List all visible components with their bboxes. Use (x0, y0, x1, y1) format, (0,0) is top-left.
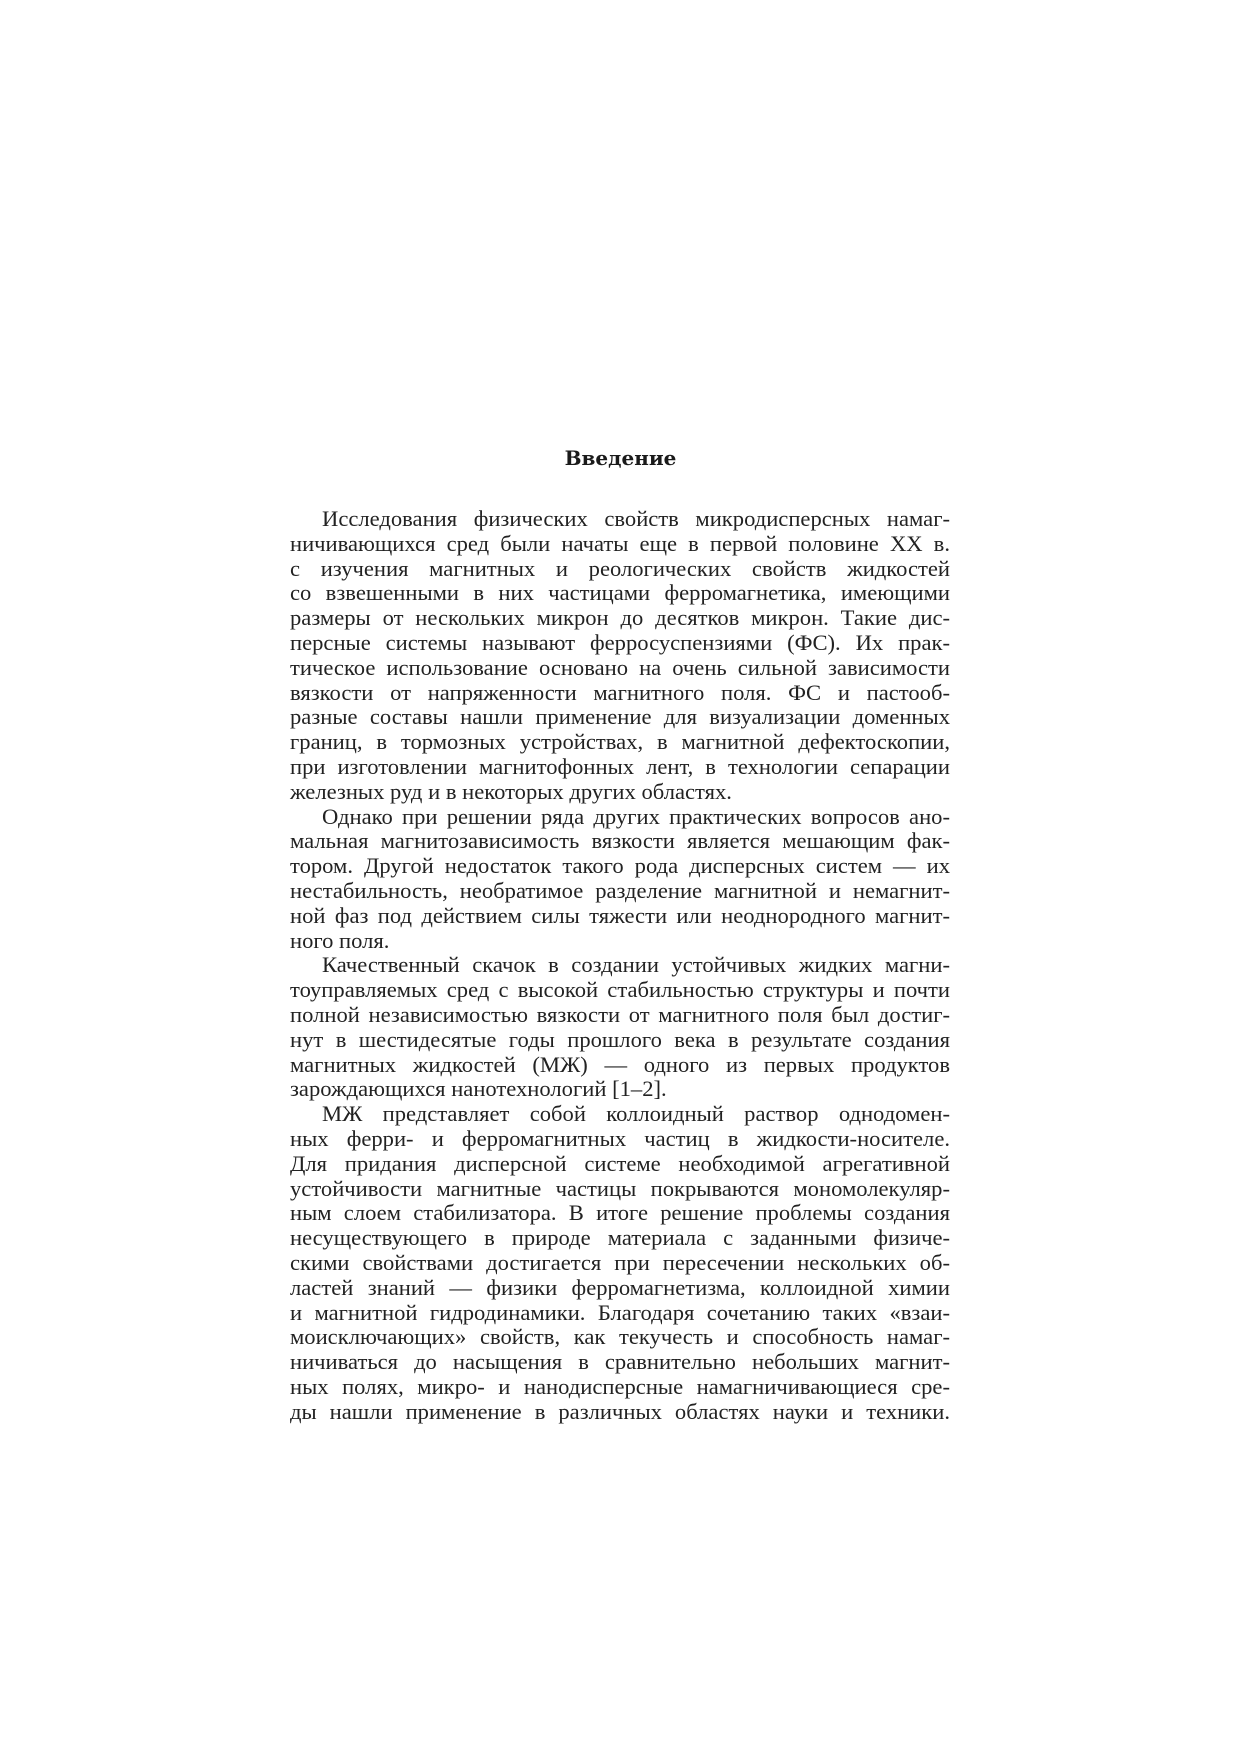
text-line: нестабильность, необратимое разделение магнитной и немагнит- (290, 877, 950, 903)
text-line: полной независимостью вязкости от магнитного поля был достиг- (290, 1001, 950, 1027)
text-line: нут в шестидесятые годы прошлого века в результате создания (290, 1026, 950, 1052)
paragraph (290, 805, 950, 954)
text-line: со взвешенными в них частицами ферромагнетика, имеющими (290, 580, 950, 606)
text-line: скими свойствами достигается при пересечении нескольких об- (290, 1249, 950, 1275)
text-line: ничивающихся сред были начаты еще в первой половине XX в. (290, 530, 950, 556)
body-text (290, 507, 950, 1424)
text-line: ной фаз под действием силы тяжести или неоднородного магнит- (290, 902, 950, 928)
text-line: железных руд и в некоторых других областях. (290, 778, 732, 804)
text-line: МЖ представляет собой коллоидный раствор однодомен- (322, 1101, 950, 1127)
text-line: ных ферри- и ферромагнитных частиц в жидкости-носителе. (290, 1125, 950, 1151)
text-line: границ, в тормозных устройствах, в магнитной дефектоскопии, (290, 729, 950, 755)
text-line: тическое использование основано на очень сильной зависимости (290, 654, 950, 680)
text-line: Качественный скачок в создании устойчивых жидких магни- (322, 952, 950, 978)
text-line: ного поля. (290, 927, 390, 953)
text-line: моисключающих» свойств, как текучесть и способность намаг- (290, 1324, 950, 1350)
text-line: ных полях, микро- и нанодисперсные намагничивающиеся сре- (290, 1373, 950, 1399)
text-line: вязкости от напряженности магнитного поля. ФС и пастооб- (290, 679, 950, 705)
page-title: Введение (564, 446, 677, 470)
text-line: зарождающихся нанотехнологий [1–2]. (290, 1076, 667, 1102)
text-line: ды нашли применение в различных областях науки и техники. (290, 1398, 950, 1424)
text-line: тоуправляемых сред с высокой стабильностью структуры и почти (290, 977, 950, 1003)
text-line: Однако при решении ряда других практических вопросов ано- (322, 803, 950, 829)
text-line: персные системы называют ферросуспензиями (ФС). Их прак- (290, 629, 950, 655)
text-line: размеры от нескольких микрон до десятков микрон. Такие дис- (290, 605, 950, 631)
text-line: с изучения магнитных и реологических свойств жидкостей (290, 555, 950, 581)
text-line: Для придания дисперсной системе необходимой агрегативной (290, 1150, 950, 1176)
text-line: магнитных жидкостей (МЖ) — одного из первых продуктов (290, 1051, 950, 1077)
text-line: и магнитной гидродинамики. Благодаря сочетанию таких «взаи- (290, 1299, 950, 1325)
text-line: тором. Другой недостаток такого рода дисперсных систем — их (290, 853, 950, 879)
text-line: Исследования физических свойств микродисперсных намаг- (322, 506, 950, 531)
text-line: при изготовлении магнитофонных лент, в технологии сепарации (290, 753, 950, 779)
text-line: устойчивости магнитные частицы покрываются мономолекуляр- (290, 1175, 950, 1201)
text-line: мальная магнитозависимость вязкости является мешающим фак- (290, 828, 950, 854)
paragraph (290, 1102, 950, 1424)
paragraph (290, 507, 950, 805)
text-line: разные составы нашли применение для визуализации доменных (290, 704, 950, 730)
text-line: ластей знаний — физики ферромагнетизма, коллоидной химии (290, 1274, 950, 1300)
text-line: ным слоем стабилизатора. В итоге решение проблемы создания (290, 1200, 950, 1226)
text-line: ничиваться до насыщения в сравнительно небольших магнит- (290, 1349, 950, 1375)
text-line: несуществующего в природе материала с заданными физиче- (290, 1225, 950, 1251)
paragraph (290, 953, 950, 1102)
